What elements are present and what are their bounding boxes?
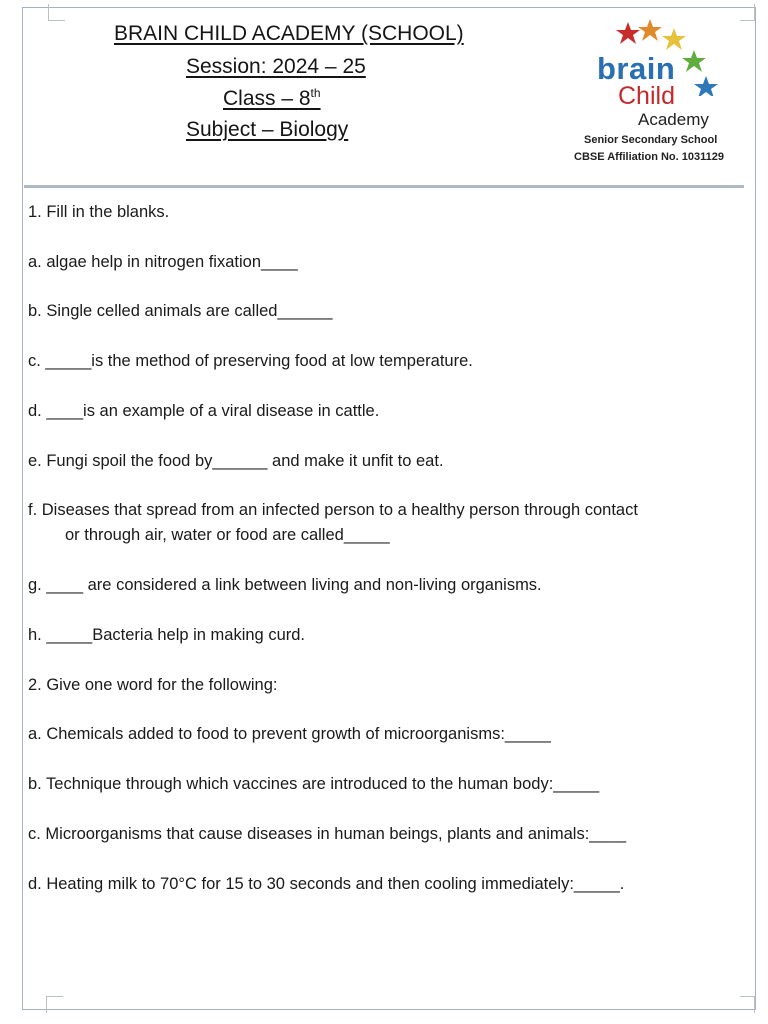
question-2b: b. Technique through which vaccines are introduced to the human body:_____ bbox=[28, 775, 600, 793]
question-1g: g. ____ are considered a link between living and non-living organisms. bbox=[28, 576, 542, 594]
header-divider bbox=[24, 185, 744, 188]
question-1f-line1: f. Diseases that spread from an infected person to a healthy person through contact bbox=[28, 501, 638, 519]
question-2-title: 2. Give one word for the following: bbox=[28, 676, 278, 694]
star-green bbox=[682, 50, 706, 72]
class-superscript: th bbox=[310, 86, 321, 100]
subject-line: Subject – Biology bbox=[186, 118, 349, 141]
school-name: BRAIN CHILD ACADEMY (SCHOOL) bbox=[114, 22, 464, 45]
class-line bbox=[223, 86, 321, 111]
question-2d: d. Heating milk to 70°C for 15 to 30 seconds and then cooling immediately:_____. bbox=[28, 875, 625, 893]
class-text: Class – 8 bbox=[223, 87, 311, 110]
star-blue bbox=[694, 76, 718, 96]
corner-mark bbox=[740, 996, 755, 1013]
logo-word-academy: Academy bbox=[638, 110, 709, 129]
question-1-title: 1. Fill in the blanks. bbox=[28, 203, 170, 221]
question-1c: c. _____is the method of preserving food at low temperature. bbox=[28, 352, 473, 370]
question-1e: e. Fungi spoil the food by______ and make it unfit to eat. bbox=[28, 452, 444, 470]
star-orange bbox=[638, 19, 662, 41]
session-line: Session: 2024 – 25 bbox=[186, 55, 366, 78]
question-1a: a. algae help in nitrogen fixation____ bbox=[28, 253, 298, 271]
question-1d: d. ____is an example of a viral disease in cattle. bbox=[28, 402, 380, 420]
school-logo bbox=[570, 16, 756, 166]
logo-word-child: Child bbox=[618, 82, 675, 110]
logo-school-type: Senior Secondary School bbox=[584, 134, 718, 146]
logo-affiliation: CBSE Affiliation No. 1031129 bbox=[574, 151, 724, 163]
corner-mark bbox=[48, 4, 65, 21]
question-1h: h. _____Bacteria help in making curd. bbox=[28, 626, 306, 644]
corner-mark bbox=[46, 996, 63, 1013]
question-2a: a. Chemicals added to food to prevent growth of microorganisms:_____ bbox=[28, 725, 551, 743]
logo-word-brain: brain bbox=[597, 51, 676, 86]
star-red bbox=[616, 22, 640, 44]
question-1b: b. Single celled animals are called______ bbox=[28, 302, 333, 320]
question-1f-line2: or through air, water or food are called_____ bbox=[65, 526, 390, 544]
question-2c: c. Microorganisms that cause diseases in human beings, plants and animals:____ bbox=[28, 825, 626, 843]
star-yellow bbox=[662, 28, 686, 50]
